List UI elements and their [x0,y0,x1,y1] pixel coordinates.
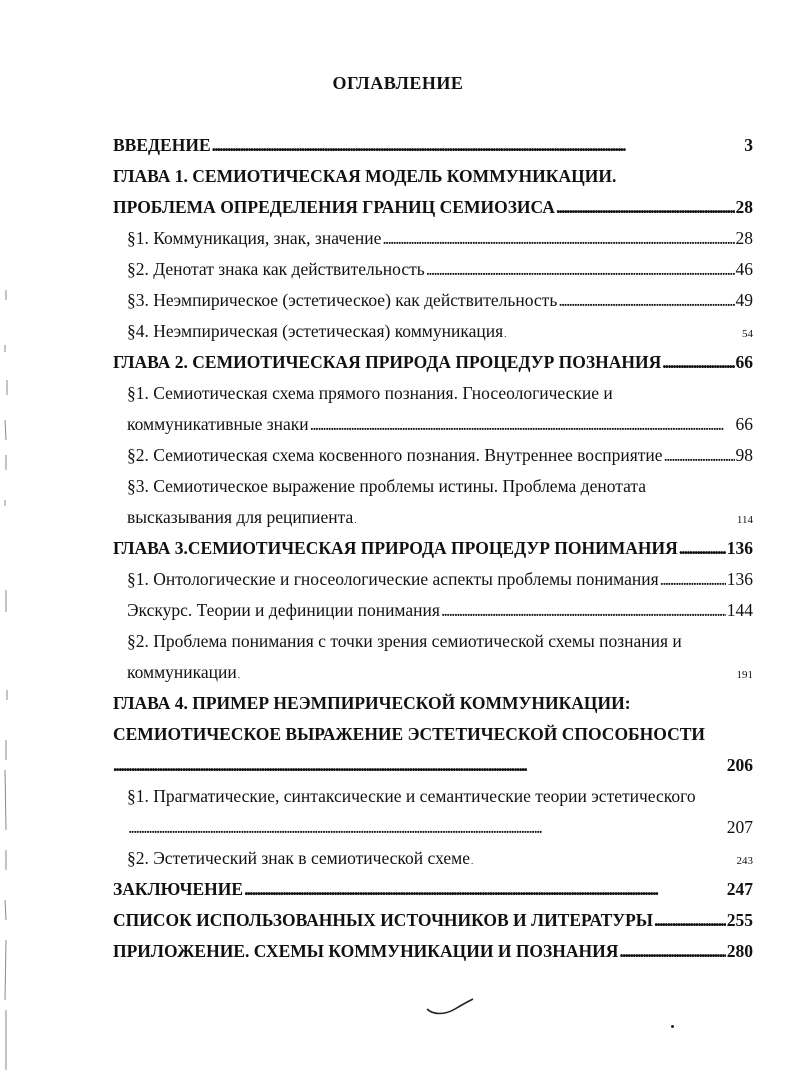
toc-entry-ch4-s1[interactable] [127,816,753,838]
toc-entry-title: §2. Семиотическая схема косвенного познания. Внутреннее восприятие [127,445,663,465]
dot-leader [504,320,741,345]
dot-leader [654,909,726,931]
toc-entry-title: §2. Денотат знака как действительность [127,259,425,279]
toc-ch4-s1-line1[interactable]: §1. Прагматические, синтаксические и семантические теории эстетического [127,786,696,806]
toc-entry-intro[interactable] [113,134,753,156]
toc-entry-chapter-4[interactable] [113,754,753,776]
toc-page-number: 66 [735,414,753,434]
toc-page-number: 136 [726,569,753,589]
toc-page-number: 46 [735,259,753,279]
toc-entry-title: высказывания для реципиента [127,507,354,527]
dot-leader [662,351,734,373]
dot-leader [679,537,726,559]
dot-leader [664,444,735,466]
toc-page-number: 136 [726,538,753,558]
dot-leader [441,599,726,621]
toc-entry-title: ЗАКЛЮЧЕНИЕ [113,879,244,899]
toc-entry-title: §2. Эстетический знак в семиотической схеме [127,848,470,868]
page-title: ОГЛАВЛЕНИЕ [332,73,464,93]
toc-page-number: 247 [726,879,753,899]
toc-entry-ch1-s2[interactable] [127,258,753,280]
toc-entry-title: §1. Коммуникация, знак, значение [127,228,382,248]
toc-entry-title: ГЛАВА 3.СЕМИОТИЧЕСКАЯ ПРИРОДА ПРОЦЕДУР ПОНИМАНИЯ [113,538,678,558]
dot-leader [382,227,734,249]
dot-leader [619,940,725,962]
toc-entry-ch2-s2[interactable] [127,444,753,466]
toc-page-number: 207 [726,817,753,837]
dot-leader [128,816,726,838]
toc-page-number: 28 [735,228,753,248]
toc-ch2-s1-line1[interactable]: §1. Семиотическая схема прямого познания. Гносеологические и [127,383,613,403]
toc-entry-ch1-s3[interactable] [127,289,753,311]
toc-page-number: 98 [735,445,753,465]
dot-leader [558,289,734,311]
toc-entry-ch1-s4[interactable] [127,320,753,342]
toc-entry-ch3-s2[interactable] [127,661,753,683]
toc-entry-title: коммуникативные знаки [127,414,309,434]
dot-leader [113,754,726,776]
toc-page-number: 114 [736,514,753,526]
dot-leader [212,134,744,156]
toc-entry-title: §3. Неэмпирическое (эстетическое) как действительность [127,290,558,310]
toc-entry-title: Экскурс. Теории и дефиниции понимания [127,600,440,620]
toc-ch2-s3-line1[interactable]: §3. Семиотическое выражение проблемы истины. Проблема денотата [127,476,647,496]
toc-chapter-4-line1[interactable]: ГЛАВА 4. ПРИМЕР НЕЭМПИРИЧЕСКОЙ КОММУНИКАЦИИ: [113,693,631,713]
toc-page-number: 255 [726,910,753,930]
dot-leader [471,847,736,872]
toc-page-number: 49 [735,290,753,310]
toc-entry-ch3-s1[interactable] [127,568,753,590]
toc-entry-sources[interactable] [113,909,753,931]
dot-leader [426,258,735,280]
dot-leader [660,568,726,590]
dot-leader [310,413,735,435]
dot-leader [354,506,736,531]
toc-entry-ch1-s1[interactable] [127,227,753,249]
toc-entry-ch3-excursus[interactable] [127,599,753,621]
toc-page-number: 243 [736,855,753,867]
dot-leader [556,196,735,218]
toc-ch3-s2-line1[interactable]: §2. Проблема понимания с точки зрения семиотической схемы познания и [127,631,682,651]
signature-stroke [425,995,475,1019]
toc-entry-title: ВВЕДЕНИЕ [113,135,211,155]
toc-entry-chapter-1[interactable] [113,196,753,218]
toc-page-number: 191 [736,669,753,681]
toc-entry-ch2-s3[interactable] [127,506,753,528]
toc-entry-chapter-2[interactable] [113,351,753,373]
toc-entry-conclusion[interactable] [113,878,753,900]
toc-page-number: 54 [742,328,753,340]
toc-entry-title: коммуникации [127,662,237,682]
toc-entry-title: §4. Неэмпирическая (эстетическая) коммуникация [127,321,504,341]
toc-page-number: 280 [726,941,753,961]
toc-entry-ch4-s2[interactable] [127,847,753,869]
toc-entry-title: СПИСОК ИСПОЛЬЗОВАННЫХ ИСТОЧНИКОВ И ЛИТЕРАТУРЫ [113,910,653,930]
scan-dot [671,1025,674,1028]
toc-entry-title: ГЛАВА 2. СЕМИОТИЧЕСКАЯ ПРИРОДА ПРОЦЕДУР ПОЗНАНИЯ [113,352,662,372]
dot-leader [238,661,736,686]
toc-entry-title: ПРИЛОЖЕНИЕ. СХЕМЫ КОММУНИКАЦИИ И ПОЗНАНИЯ [113,941,619,961]
toc-entry-ch2-s1[interactable] [127,413,753,435]
toc-page-number: 144 [726,600,753,620]
toc-page-number: 206 [726,755,753,775]
toc-chapter-1-line1[interactable]: ГЛАВА 1. СЕМИОТИЧЕСКАЯ МОДЕЛЬ КОММУНИКАЦИИ. [113,166,617,186]
toc-page-number: 3 [744,135,753,155]
toc-chapter-4-line2[interactable]: СЕМИОТИЧЕСКОЕ ВЫРАЖЕНИЕ ЭСТЕТИЧЕСКОЙ СПОСОБНОСТИ [113,724,705,744]
toc-entry-title: ПРОБЛЕМА ОПРЕДЕЛЕНИЯ ГРАНИЦ СЕМИОЗИСА [113,197,555,217]
toc-page-number: 28 [735,197,753,217]
toc-entry-appendix[interactable] [113,940,753,962]
dot-leader [244,878,726,900]
toc-entry-title: §1. Онтологические и гносеологические аспекты проблемы понимания [127,569,659,589]
toc-entry-chapter-3[interactable] [113,537,753,559]
toc-page-number: 66 [735,352,753,372]
